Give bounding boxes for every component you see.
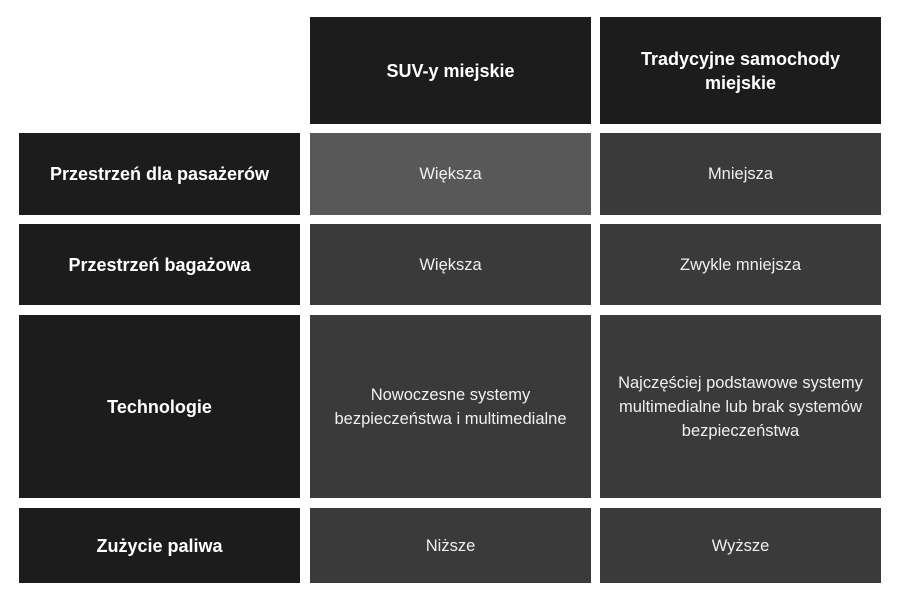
- cell-value: Wyższe: [711, 536, 770, 555]
- table-cell: [310, 315, 591, 498]
- table-cell: [310, 508, 591, 583]
- table-cell: [310, 224, 591, 305]
- cell-value: Najczęściej podstawowe systemy multimedialne lub brak systemów bezpieczeństwa: [618, 373, 863, 440]
- table-cell: [600, 133, 881, 215]
- column-header-label: Tradycyjne samochody miejskie: [640, 48, 841, 93]
- row-header-technologies: [19, 315, 300, 498]
- row-header-passenger-space: [19, 133, 300, 215]
- column-header-traditional: [600, 17, 881, 124]
- row-header-label: Zużycie paliwa: [96, 535, 223, 556]
- row-header-label: Przestrzeń dla pasażerów: [49, 164, 270, 184]
- table-cell: [310, 133, 591, 215]
- table-cell: [600, 508, 881, 583]
- table-cell: [600, 224, 881, 305]
- cell-value: Mniejsza: [707, 165, 774, 183]
- row-header-label: Technologie: [107, 396, 212, 417]
- row-header-fuel-consumption: [19, 508, 300, 583]
- cell-value: Większa: [419, 165, 482, 183]
- cell-value: Niższe: [425, 536, 476, 555]
- row-header-label: Przestrzeń bagażowa: [68, 254, 251, 275]
- cell-value: Zwykle mniejsza: [679, 255, 802, 274]
- column-header-suv: [310, 17, 591, 124]
- cell-value: Nowoczesne systemy bezpieczeństwa i multimedialne: [334, 385, 567, 428]
- column-header-label: SUV-y miejskie: [386, 60, 515, 81]
- cell-value: Większa: [419, 255, 482, 274]
- row-header-luggage-space: [19, 224, 300, 305]
- table-cell: [600, 315, 881, 498]
